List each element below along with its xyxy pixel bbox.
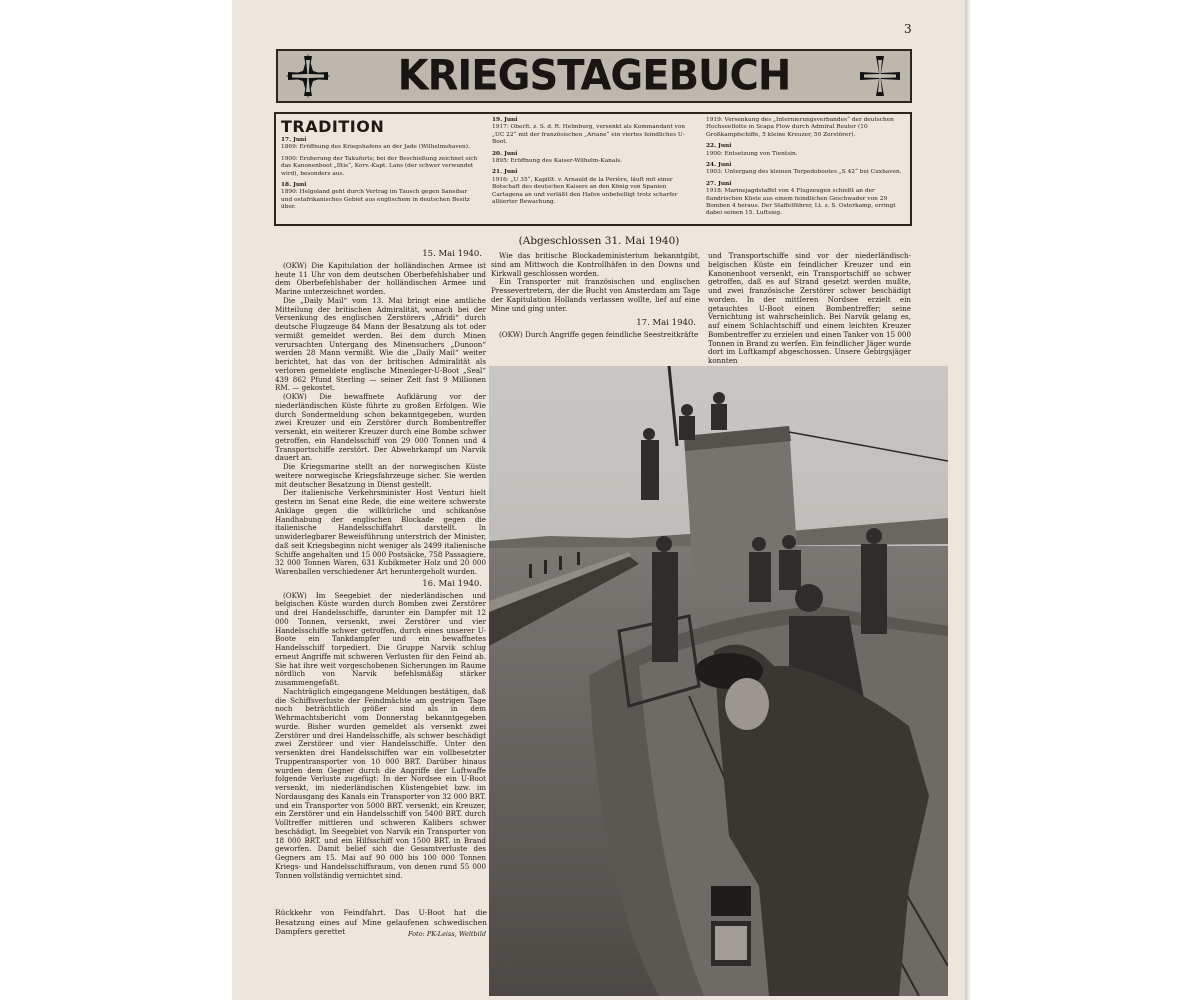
entry-date: 22. Juni [706,143,732,150]
article-paragraph: (OKW) Im Seegebiet der niederländischen und belgischen Küste wurden durch Bomben zwei Zerstörer und drei Handelsschiffe, darunter ein Dampfer mit 12 000 Tonnen, versenkt, zwei Zerstörer und vier Handelsschiffe schwer getroffen, durch eines unserer U-Boote ein Tankdampfer und ein bewaffnetes Handelsschiff torpediert. Die Gruppe Narvik schlug erneut Angriffe mit schweren Verlusten für den Feind ab. Sie hat ihre weit vorgeschobenen Sicherungen im Raume nördlich von Narvik befehlsmäßig stärker zusammengefaßt. [275,590,486,687]
dateline: 17. Mai 1940. [636,318,696,329]
entry-date: 18. Juni [281,182,307,189]
article-paragraph: Ein Transporter mit französischen und englischen Pressevertretern, der die Bucht von Amsterdam am Tage der Kapitulation Hollands verlassen wollte, lief auf eine Mine und ging unter. [491,277,700,313]
entry-date: 24. Juni [706,162,732,169]
entry-text: 1917: Oberlt. z. S. d. R. Helmburg, versenkt als Kommandant von „UC 22“ mit der französischen „Ariane“ ein viertes feindliches U-Boot. [492,124,686,146]
tradition-entry [706,181,906,218]
entry-text: 1900: Entsetzung von Tientsin. [706,150,798,157]
tradition-entry [492,169,697,206]
left-text-column [275,250,486,880]
entry-text: 1869: Eröffnung des Kriegshafens an der Jade (Wilhelmshaven). [281,144,470,151]
entry-text: 1918: Marinejagdstaffel von 4 Flugzeugen schießt an der flandrischen Küste aus einem feindlichen Geschwader von 29 Bomben 4 heraus. Der Staffelführer, Lt. z. S. Osterkamp, erringt dabei seinen 15. Luftsieg. [706,188,896,217]
tradition-entry [281,182,479,212]
entry-text: 1900: Eroberung der Takuforts; bei der Beschießung zeichnet sich das Kanonenboot „Iltis“, Korv.-Kapt. Lans (der schwer verwundet wird), besonders aus. [281,155,478,177]
entry-text: 1890: Helgoland geht durch Vertrag im Tausch gegen Sansibar und ostafrikanisches Gebiet aus englischem in deutschen Besitz über. [281,189,470,211]
entry-date: 19. Juni [492,117,518,123]
dateline: 15. Mai 1940. [422,249,482,259]
middle-text-column [491,252,700,340]
tradition-column-3 [706,117,906,222]
article-paragraph: (OKW) Durch Angriffe gegen feindliche Seestreitkräfte [499,330,699,339]
article-paragraph: Der italienische Verkehrsminister Host Venturi hielt gestern im Senat eine Rede, die eine weitere schwerste Anklage gegen die willkürliche und schikanöse Handhabung der englischen Blockade gegen die italienische Handelsschiffahrt darstellt. In unwiderlegbarer Beweisführung unterstrich der Minister, daß seit Kriegsbeginn nicht weniger als 2499 italienische Schiffe angehalten und 15 000 Postsäcke, 758 Passagiere, 32 000 Tonnen Waren, 631 Kubikmeter Holz und 20 000 Warenballen verschiedener Art heruntergeholt wurden. [275,488,486,576]
article-paragraph: Die Kriegsmarine stellt an der norwegischen Küste weitere norwegische Kriegsfahrzeuge sicher. Sie werden mit deutscher Besatzung in Dienst gestellt. [275,462,486,489]
entry-text: 1919: Versenkung des „Internierungsverbandes“ der deutschen Hochseeflotte in Scapa Flow durch Admiral Reuter (10 Großkampfschiffe, 5 kleine Kreuzer, 50 Zerstörer). [706,117,894,138]
article-paragraph: (OKW) Die bewaffnete Aufklärung vor der niederländischen Küste führte zu großen Erfolgen. Wie durch Sondermeldung schon bekanntgegeben, wurden zwei Kreuzer und ein Zerstörer durch Bombentreffer versenkt, ein weiterer Kreuzer durch eine Bombe schwer getroffen, ein Handelsschiff von 29 000 Tonnen und 4 Transportschiffe zerstört. Der Abwehrkampf um Narvik dauert an. [275,392,486,463]
right-text-column [708,252,911,366]
tradition-entry [281,156,479,178]
tradition-column-1 [281,137,479,216]
tradition-entry [492,151,697,166]
article-paragraph: (OKW) Die Kapitulation der holländischen Armee ist heute 11 Uhr von dem deutschen Oberbefehlshaber und dem Oberbefehlshaber der holländischen Armee und Marine unterzeichnet worden. [275,260,486,296]
article-paragraph: Nachträglich eingegangene Meldungen bestätigen, daß die Schiffsverluste der Feindmächte am gestrigen Tage noch beträchtlich größer sind als in dem Wehrmachtsbericht vom Donnerstag bekanntgegeben wurde. Bisher wurden gemeldet als versenkt zwei Zerstörer und drei Handelsschiffe, als schwer beschädigt zwei Zerstörer und vier Handelsschiffe. Unter den versenkten drei Handelsschiffen war ein vollbesetzter Truppentransporter von 10 000 BRT. Darüber hinaus wurden dem Gegner durch die Angriffe der Luftwaffe folgende Verluste zugefügt: In der Nordsee ein U-Boot versenkt, im niederländischen Küstengebiet bzw. im Nordausgang des Kanals ein Transporter von 32 000 BRT. und ein Transporter von 5000 BRT. versenkt, ein Kreuzer, ein Zerstörer und ein Handelsschiff von 5400 BRT. durch Volltreffer mittleren und schweren Kalibers schwer beschädigt. Im Seegebiet von Narvik ein Transporter von 18 000 BRT. und ein Hilfsschiff von 1500 BRT. in Brand geworfen. Damit belief sich die Gesamtverluste des Gegners am 15. Mai auf 90 000 bis 100 000 Tonnen Kriegs- und Handelsschiffsraum, von denen rund 55 000 Tonnen vollständig vernichtet sind. [275,686,486,880]
iron-cross-icon [856,52,904,100]
submarine-photo [489,366,948,996]
tradition-entry [706,162,906,177]
article-paragraph: und Transportschiffe sind vor der niederländisch-belgischen Küste ein feindlicher Kreuzer und ein Kanonenboot versenkt, ein Transportschiff so schwer getroffen, daß es auf Strand gesetzt werden mußte, und zwei französische Zerstörer schwer beschädigt worden. In der mittleren Nordsee erzielt ein getauchtes U-Boot einen Bombentreffer; seine Vernichtung ist wahrscheinlich. Bei Narvik gelang es, auf einem Schlachtschiff und einem leichten Kreuzer Bombentreffer zu erzielen und einen Tanker von 15 000 Tonnen in Brand zu werfen. Ein feindlicher Jäger wurde dort im Luftkampf abgeschossen. Unsere Gebirgsjäger konnten [708,251,911,365]
page-edge-shadow [965,0,971,1000]
article-paragraph: Wie das britische Blockadeministerium bekanntgibt, sind am Mittwoch die Kontrollhäfen in den Downs und Kirkwall geschlossen worden. [491,251,700,278]
submarine-photo-illustration [489,366,948,996]
tradition-entry [706,117,906,139]
entry-date: 17. Juni [281,137,307,143]
tradition-entry [281,137,479,152]
entry-date: 21. Juni [492,169,518,176]
banner-title: KRIEGSTAGEBUCH [397,51,791,101]
tradition-column-2 [492,117,697,210]
article-paragraph: Die „Daily Mail“ vom 13. Mai bringt eine amtliche Mitteilung der britischen Admiralität, wonach bei der Versenkung des englischen Zerstörers „Afridi“ durch deutsche Flugzeuge 84 Mann der Besatzung als tot oder vermißt gemeldet werden. Bei dem durch Minen verursachten Untergang des Minensuchers „Dunoon“ werden 28 Mann vermißt. Wie die „Daily Mail“ weiter berichtet, hat das von der britischen Admiralität als verloren gemeldete englische Minenleger-U-Boot „Seal“ 439 862 Pfund Sterling — seiner Zeit fast 9 Millionen RM. — gekostet. [275,295,486,393]
tradition-entry [706,143,906,158]
entry-text: 1895: Eröffnung des Kaiser-Wilhelm-Kanals. [492,158,623,165]
kriegstagebuch-banner [276,49,912,103]
entry-text: 1916: „U 35“, Kapitlt. v. Arnauld de la Perière, läuft mit einer Botschaft des deutschen Kaisers an den König von Spanien Cartagena an und verläßt den Hafen unbehelligt trotz scharfer alliierter Bewachung. [492,176,678,206]
tradition-entry [492,117,697,147]
tradition-heading: TRADITION [281,117,385,136]
page-number: 3 [904,22,912,36]
entry-date: 20. Juni [492,150,518,157]
entry-text: 1903: Untergang des kleinen Torpedobootes „S 42“ bei Cuxhaven. [706,169,902,176]
concluded-note: (Abgeschlossen 31. Mai 1940) [518,235,680,247]
photo-caption: Rückkehr von Feindfahrt. Das U-Boot hat die Besatzung eines auf Mine gelaufenen schwedischen Dampfers gerettet [275,908,487,936]
photo-credit: Foto: PK-Leiss, Weltbild [407,930,486,938]
dateline: 16. Mai 1940. [422,578,482,589]
entry-date: 27. Juni [706,180,732,187]
